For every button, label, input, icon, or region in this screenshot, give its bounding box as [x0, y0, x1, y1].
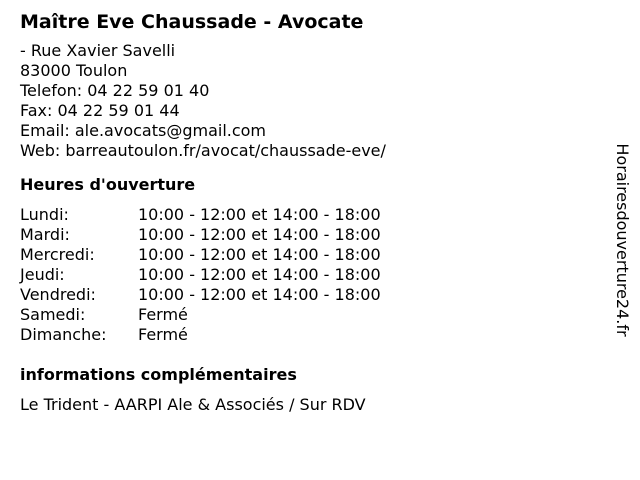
hours-time: Fermé: [138, 305, 188, 324]
hours-day: Samedi:: [20, 305, 86, 324]
page-title: Maître Eve Chaussade - Avocate: [20, 11, 364, 33]
hours-time: 10:00 - 12:00 et 14:00 - 18:00: [138, 205, 381, 224]
hours-day: Jeudi:: [20, 265, 65, 284]
hours-day: Vendredi:: [20, 285, 96, 304]
hours-time: 10:00 - 12:00 et 14:00 - 18:00: [138, 225, 381, 244]
address-street: - Rue Xavier Savelli: [20, 41, 176, 60]
hours-row-mercredi: [20, 245, 600, 265]
hours-row-dimanche: [20, 325, 600, 345]
business-card: [20, 10, 600, 415]
info-text: Le Trident - AARPI Ale & Associés / Sur RDV: [20, 395, 366, 414]
hours-day: Lundi:: [20, 205, 69, 224]
info-heading: informations complémentaires: [20, 365, 297, 384]
site-watermark: Horairesdouverture24.fr: [613, 143, 632, 337]
hours-day: Mardi:: [20, 225, 70, 244]
web-line: Web: barreautoulon.fr/avocat/chaussade-eve/: [20, 141, 386, 160]
hours-heading: Heures d'ouverture: [20, 175, 196, 194]
email-line: Email: ale.avocats@gmail.com: [20, 121, 267, 140]
hours-row-mardi: [20, 225, 600, 245]
hours-row-lundi: [20, 205, 600, 225]
hours-day: Dimanche:: [20, 325, 107, 344]
hours-row-vendredi: [20, 285, 600, 305]
fax-line: Fax: 04 22 59 01 44: [20, 101, 180, 120]
hours-day: Mercredi:: [20, 245, 95, 264]
hours-time: 10:00 - 12:00 et 14:00 - 18:00: [138, 245, 381, 264]
hours-time: 10:00 - 12:00 et 14:00 - 18:00: [138, 285, 381, 304]
hours-table: [20, 205, 600, 345]
address-city: 83000 Toulon: [20, 61, 128, 80]
hours-row-samedi: [20, 305, 600, 325]
phone-line: Telefon: 04 22 59 01 40: [20, 81, 210, 100]
contact-block: [20, 41, 600, 161]
hours-time: 10:00 - 12:00 et 14:00 - 18:00: [138, 265, 381, 284]
hours-row-jeudi: [20, 265, 600, 285]
hours-time: Fermé: [138, 325, 188, 344]
